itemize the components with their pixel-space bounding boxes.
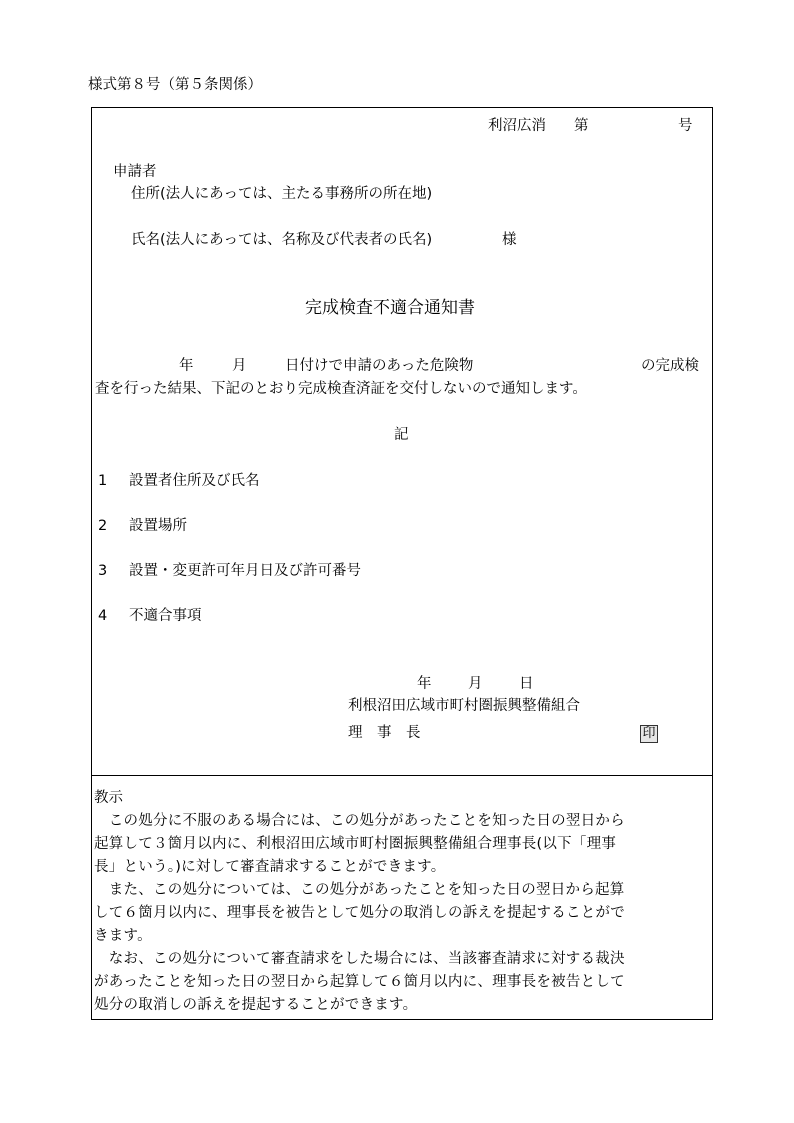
item-number: 4 — [98, 608, 108, 624]
director-title: 理 事 長 — [348, 725, 421, 741]
notice-line: 起算して３箇月以内に、利根沼田広域市町村圏振興整備組合理事長(以下「理事 — [94, 836, 617, 852]
notice-line: この処分に不服のある場合には、この処分があったことを知った日の翌日から — [94, 813, 625, 829]
notice-line: なお、この処分について審査請求をした場合には、当該審査請求に対する裁決 — [94, 951, 625, 967]
notice-heading: 教示 — [94, 790, 123, 806]
item-label: 不適合事項 — [129, 608, 202, 624]
section-divider — [91, 775, 713, 776]
item-number: 2 — [98, 518, 108, 534]
form-label: 様式第８号（第５条関係） — [88, 77, 262, 93]
body-line-2: 査を行った結果、下記のとおり完成検査済証を交付しないので通知します。 — [95, 381, 587, 397]
item-number: 1 — [98, 473, 108, 489]
notice-line: また、この処分については、この処分があったことを知った日の翌日から起算 — [94, 882, 625, 898]
body-day-text: 日付けで申請のあった危険物 — [285, 358, 474, 374]
item-label: 設置・変更許可年月日及び許可番号 — [129, 563, 361, 579]
document-title: 完成検査不適合通知書 — [305, 298, 475, 318]
date-month: 月 — [468, 676, 483, 692]
ki-label: 記 — [394, 427, 409, 443]
applicant-name: 氏名(法人にあっては、名称及び代表者の氏名) — [131, 232, 433, 248]
notice-line: きます。 — [94, 928, 152, 944]
item-label: 設置場所 — [129, 518, 187, 534]
notice-line: して６箇月以内に、理事長を被告として処分の取消しの訴えを提起することがで — [94, 905, 625, 921]
notice-line: 長」という。)に対して審査請求することができます。 — [94, 859, 446, 875]
notice-line: 処分の取消しの訴えを提起することができます。 — [94, 997, 418, 1013]
date-day: 日 — [519, 676, 534, 692]
organization-name: 利根沼田広域市町村圏振興整備組合 — [348, 698, 580, 714]
body-month: 月 — [232, 358, 247, 374]
item-number: 3 — [98, 563, 108, 579]
applicant-address: 住所(法人にあっては、主たる事務所の所在地) — [131, 186, 433, 202]
doc-number-prefix: 利沼広消 — [488, 118, 546, 134]
date-year: 年 — [417, 676, 432, 692]
item-label: 設置者住所及び氏名 — [129, 473, 260, 489]
applicant-heading: 申請者 — [113, 164, 157, 180]
notice-line: があったことを知った日の翌日から起算して６箇月以内に、理事長を被告として — [94, 974, 625, 990]
seal-mark: 印 — [640, 725, 658, 743]
body-completion: の完成検 — [641, 358, 699, 374]
doc-number-dai: 第 — [574, 118, 589, 134]
doc-number-go: 号 — [678, 118, 693, 134]
applicant-honorific: 様 — [502, 232, 517, 248]
body-year: 年 — [179, 358, 194, 374]
